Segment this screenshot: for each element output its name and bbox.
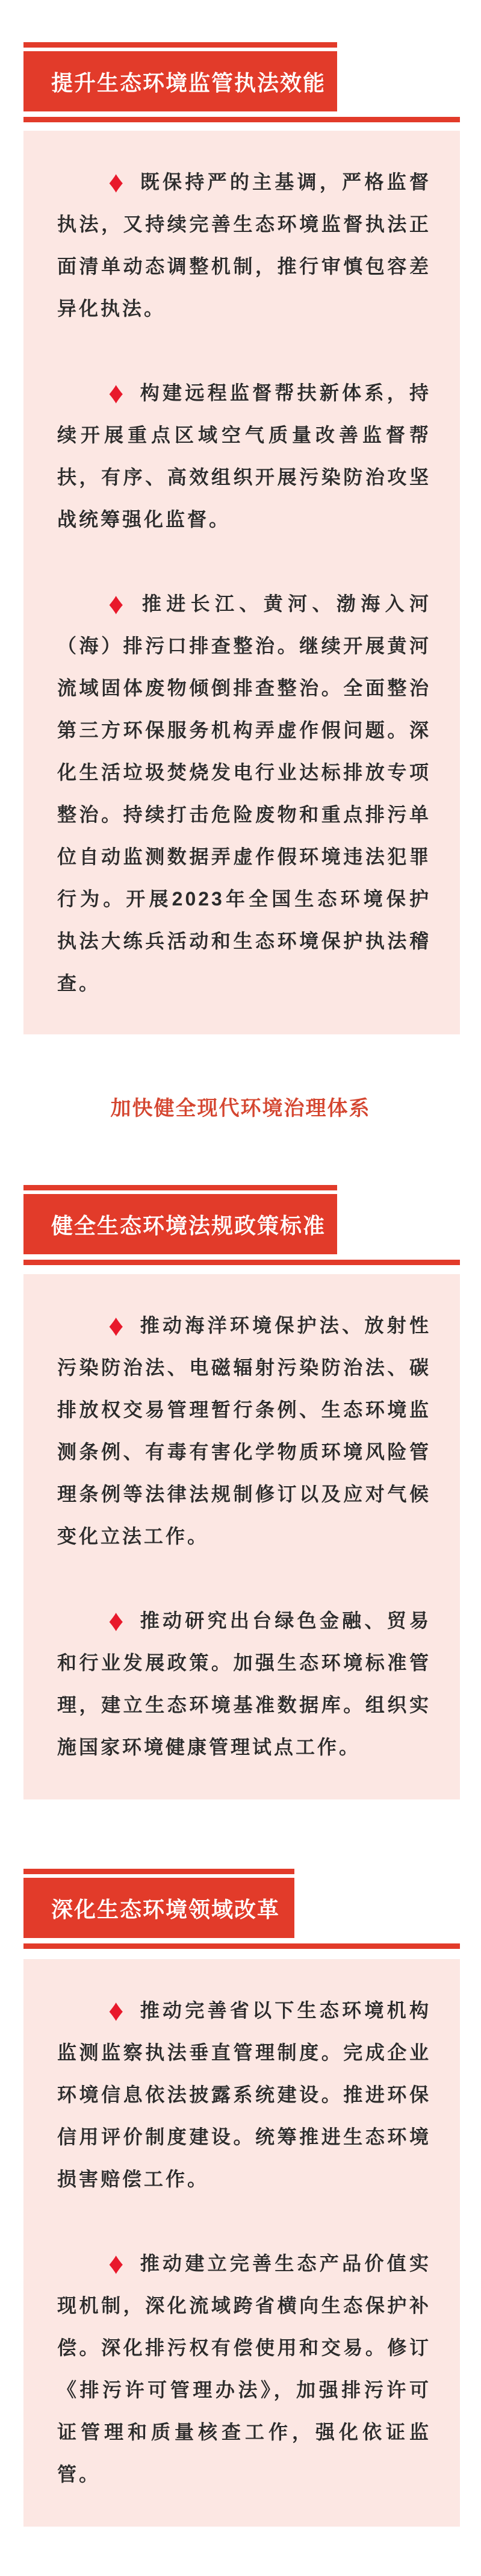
diamond-bullet-icon: ♦ bbox=[108, 165, 125, 199]
section-2-content bbox=[23, 1274, 460, 1799]
paragraph bbox=[57, 583, 431, 1004]
diamond-bullet-icon: ♦ bbox=[108, 587, 126, 621]
paragraph bbox=[57, 2242, 431, 2495]
section-2-banner-title: 健全生态环境法规政策标准 bbox=[51, 1213, 326, 1238]
paragraph bbox=[57, 372, 431, 540]
paragraph bbox=[57, 161, 431, 330]
section-2-banner bbox=[23, 1185, 481, 1265]
paragraph-text: 推进长江、黄河、渤海入河（海）排污口排查整治。继续开展黄河流域固体废物倾倒排查整治。全面整治第三方环保服务机构弄虚作假问题。深化生活垃圾焚烧发电行业达标排放专项整治。持续打击危险废物和重点排污单位自动监测数据弄虚作假环境违法犯罪行为。开展2023年全国生态环境保护执法大练兵活动和生态环境保护执法稽查。 bbox=[57, 593, 431, 994]
section-divider-title: 加快健全现代环境治理体系 bbox=[110, 1097, 371, 1120]
banner-underline bbox=[23, 1943, 460, 1949]
section-1-banner bbox=[23, 42, 481, 122]
paragraph-text: 推动建立完善生态产品价值实现机制，深化流域跨省横向生态保护补偿。深化排污权有偿使用和交易。修订《排污许可管理办法》，加强排污许可证管理和质量核查工作，强化依证监管。 bbox=[57, 2252, 431, 2485]
section-3-content bbox=[23, 1959, 460, 2527]
section-1-banner-title: 提升生态环境监管执法效能 bbox=[51, 70, 326, 95]
diamond-bullet-icon: ♦ bbox=[108, 1993, 125, 2027]
section-3-banner-title: 深化生态环境领域改革 bbox=[51, 1896, 281, 1922]
paragraph-text: 推动研究出台绿色金融、贸易和行业发展政策。加强生态环境标准管理，建立生态环境基准数据库。组织实施国家环境健康管理试点工作。 bbox=[57, 1610, 431, 1758]
paragraph bbox=[57, 1599, 431, 1768]
banner-box bbox=[23, 51, 337, 111]
paragraph bbox=[57, 1989, 431, 2200]
banner-underline bbox=[23, 117, 460, 122]
banner-box bbox=[23, 1878, 294, 1938]
section-3-banner bbox=[23, 1869, 481, 1949]
diamond-bullet-icon: ♦ bbox=[108, 1604, 125, 1637]
paragraph-text: 既保持严的主基调，严格监督执法，又持续完善生态环境监督执法正面清单动态调整机制，推行审慎包容差异化执法。 bbox=[57, 171, 431, 319]
diamond-bullet-icon: ♦ bbox=[108, 376, 125, 410]
banner-top-bar bbox=[23, 42, 337, 48]
diamond-bullet-icon: ♦ bbox=[108, 2246, 125, 2280]
banner-underline bbox=[23, 1260, 460, 1265]
banner-box bbox=[23, 1194, 337, 1254]
paragraph-text: 推动海洋环境保护法、放射性污染防治法、电磁辐射污染防治法、碳排放权交易管理暂行条例、生态环境监测条例、有毒有害化学物质环境风险管理条例等法律法规制修订以及应对气候变化立法工作。 bbox=[57, 1315, 431, 1547]
paragraph bbox=[57, 1304, 431, 1557]
banner-top-bar bbox=[23, 1869, 294, 1874]
diamond-bullet-icon: ♦ bbox=[108, 1308, 125, 1342]
section-1-content bbox=[23, 131, 460, 1034]
paragraph-text: 推动完善省以下生态环境机构监测监察执法垂直管理制度。完成企业环境信息依法披露系统建设。推进环保信用评价制度建设。统筹推进生态环境损害赔偿工作。 bbox=[57, 1999, 431, 2190]
top-whitespace bbox=[0, 0, 481, 42]
paragraph-text: 构建远程监督帮扶新体系，持续开展重点区域空气质量改善监督帮扶，有序、高效组织开展污染防治攻坚战统筹强化监督。 bbox=[57, 382, 431, 530]
banner-top-bar bbox=[23, 1185, 337, 1190]
